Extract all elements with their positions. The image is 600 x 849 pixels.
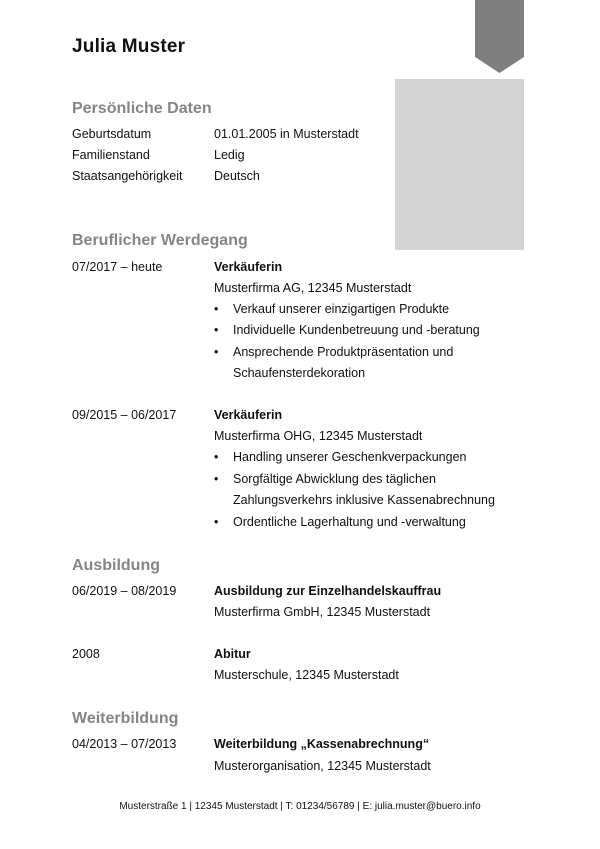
personal-value: 01.01.2005 in Musterstadt (214, 127, 359, 141)
education-entry-org: Musterfirma GmbH, 12345 Musterstadt (214, 605, 431, 619)
training-entry-title: Weiterbildung „Kassenabrechnung“ (214, 737, 430, 751)
bookmark-ribbon-icon (475, 0, 524, 73)
applicant-name: Julia Muster (72, 36, 186, 57)
education-entry-org: Musterschule, 12345 Musterstadt (214, 668, 399, 682)
personal-value: Deutsch (214, 169, 260, 183)
bullet-icon: • (214, 345, 219, 359)
bullet-icon: • (214, 323, 219, 337)
career-entry-title: Verkäuferin (214, 260, 283, 274)
bullet-icon: • (214, 450, 219, 464)
education-entry-title: Ausbildung zur Einzelhandelskauffrau (214, 584, 442, 598)
bullet-icon: • (214, 515, 219, 529)
section-title-career: Beruflicher Werdegang (72, 232, 248, 249)
footer-contact: Musterstraße 1 | 12345 Musterstadt | T: 01234/56789 | E: julia.muster@buero.info (119, 801, 481, 812)
personal-label: Geburtsdatum (72, 127, 152, 141)
bullet-icon: • (214, 302, 219, 316)
personal-label: Staatsangehörigkeit (72, 169, 183, 183)
section-title-education: Ausbildung (72, 557, 160, 574)
career-entry-org: Musterfirma OHG, 12345 Musterstadt (214, 429, 423, 443)
training-entry-org: Musterorganisation, 12345 Musterstadt (214, 759, 431, 773)
bullet-icon: • (214, 472, 219, 486)
personal-label: Familienstand (72, 148, 150, 162)
education-entry-title: Abitur (214, 647, 251, 661)
section-title-personal: Persönliche Daten (72, 100, 212, 117)
personal-value: Ledig (214, 148, 245, 162)
section-title-training: Weiterbildung (72, 710, 179, 727)
photo-placeholder (395, 79, 524, 250)
career-entry-title: Verkäuferin (214, 408, 283, 422)
career-entry-org: Musterfirma AG, 12345 Musterstadt (214, 281, 412, 295)
